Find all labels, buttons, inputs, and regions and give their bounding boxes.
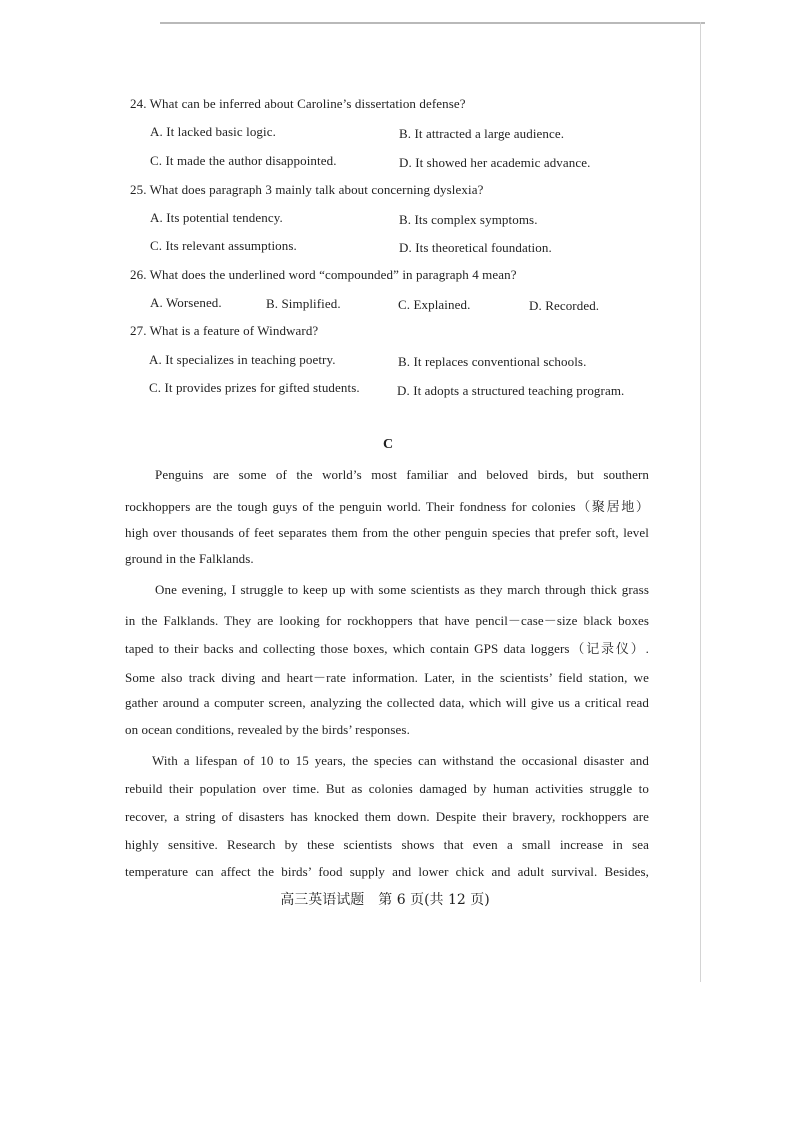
question-27-option-a: A. It specializes in teaching poetry. xyxy=(149,352,336,367)
paragraph-line: high over thousands of feet separates them from the other penguin species that prefer soft, level xyxy=(125,525,649,540)
paragraph-line: taped to their backs and collecting those boxes, which contain GPS data loggers（记录仪）. xyxy=(125,641,649,656)
question-24-option-b: B. It attracted a large audience. xyxy=(399,126,565,141)
paragraph-line: rockhoppers are the tough guys of the penguin world. Their fondness for colonies（聚居地） xyxy=(125,499,649,514)
question-24-option-c: C. It made the author disappointed. xyxy=(150,153,337,168)
question-25-option-b: B. Its complex symptoms. xyxy=(399,212,538,227)
paragraph-line: recover, a string of disasters has knocked them down. Despite their bravery, rockhoppers are xyxy=(125,809,649,824)
question-24-stem: 24. What can be inferred about Caroline’s dissertation defense? xyxy=(130,96,466,111)
paragraph-line: in the Falklands. They are looking for rockhoppers that have pencil－case－size black boxes xyxy=(125,613,649,628)
question-24-option-a: A. It lacked basic logic. xyxy=(150,124,276,139)
page-footer: 高三英语试题 第 6 页(共 12 页) xyxy=(280,892,490,908)
paragraph-line: gather around a computer screen, analyzing the collected data, which will give us a critical read xyxy=(125,695,649,710)
question-26-option-a: A. Worsened. xyxy=(150,295,222,310)
question-26-stem: 26. What does the underlined word “compounded” in paragraph 4 mean? xyxy=(130,267,517,282)
paragraph-line: highly sensitive. Research by these scientists shows that even a small increase in sea xyxy=(125,837,649,852)
question-25-option-d: D. Its theoretical foundation. xyxy=(399,240,552,255)
scan-edge-top xyxy=(160,22,705,24)
question-24-option-d: D. It showed her academic advance. xyxy=(399,155,591,170)
paragraph-line: With a lifespan of 10 to 15 years, the species can withstand the occasional disaster and xyxy=(152,753,649,768)
question-26-option-c: C. Explained. xyxy=(398,297,471,312)
question-25-option-a: A. Its potential tendency. xyxy=(150,210,283,225)
question-27-option-b: B. It replaces conventional schools. xyxy=(398,354,587,369)
paragraph-line: temperature can affect the birds’ food supply and lower chick and adult survival. Besides, xyxy=(125,864,649,879)
question-25-option-c: C. Its relevant assumptions. xyxy=(150,238,297,253)
question-26-option-b: B. Simplified. xyxy=(266,296,341,311)
paragraph-line: One evening, I struggle to keep up with some scientists as they march through thick grass xyxy=(155,582,649,597)
question-27-option-c: C. It provides prizes for gifted students. xyxy=(149,380,360,395)
paragraph-line: on ocean conditions, revealed by the birds’ responses. xyxy=(125,722,410,737)
question-27-option-d: D. It adopts a structured teaching program. xyxy=(397,383,625,398)
paragraph-line: Some also track diving and heart－rate information. Later, in the scientists’ field station, we xyxy=(125,670,649,685)
paragraph-line: rebuild their population over time. But as colonies damaged by human activities struggle to xyxy=(125,781,649,796)
section-title: C xyxy=(383,437,394,452)
question-27-stem: 27. What is a feature of Windward? xyxy=(130,323,319,338)
paragraph-line: ground in the Falklands. xyxy=(125,551,254,566)
question-26-option-d: D. Recorded. xyxy=(529,298,600,313)
question-25-stem: 25. What does paragraph 3 mainly talk about concerning dyslexia? xyxy=(130,182,484,197)
scan-edge-right xyxy=(700,22,701,982)
paragraph-line: Penguins are some of the world’s most familiar and beloved birds, but southern xyxy=(155,467,649,482)
